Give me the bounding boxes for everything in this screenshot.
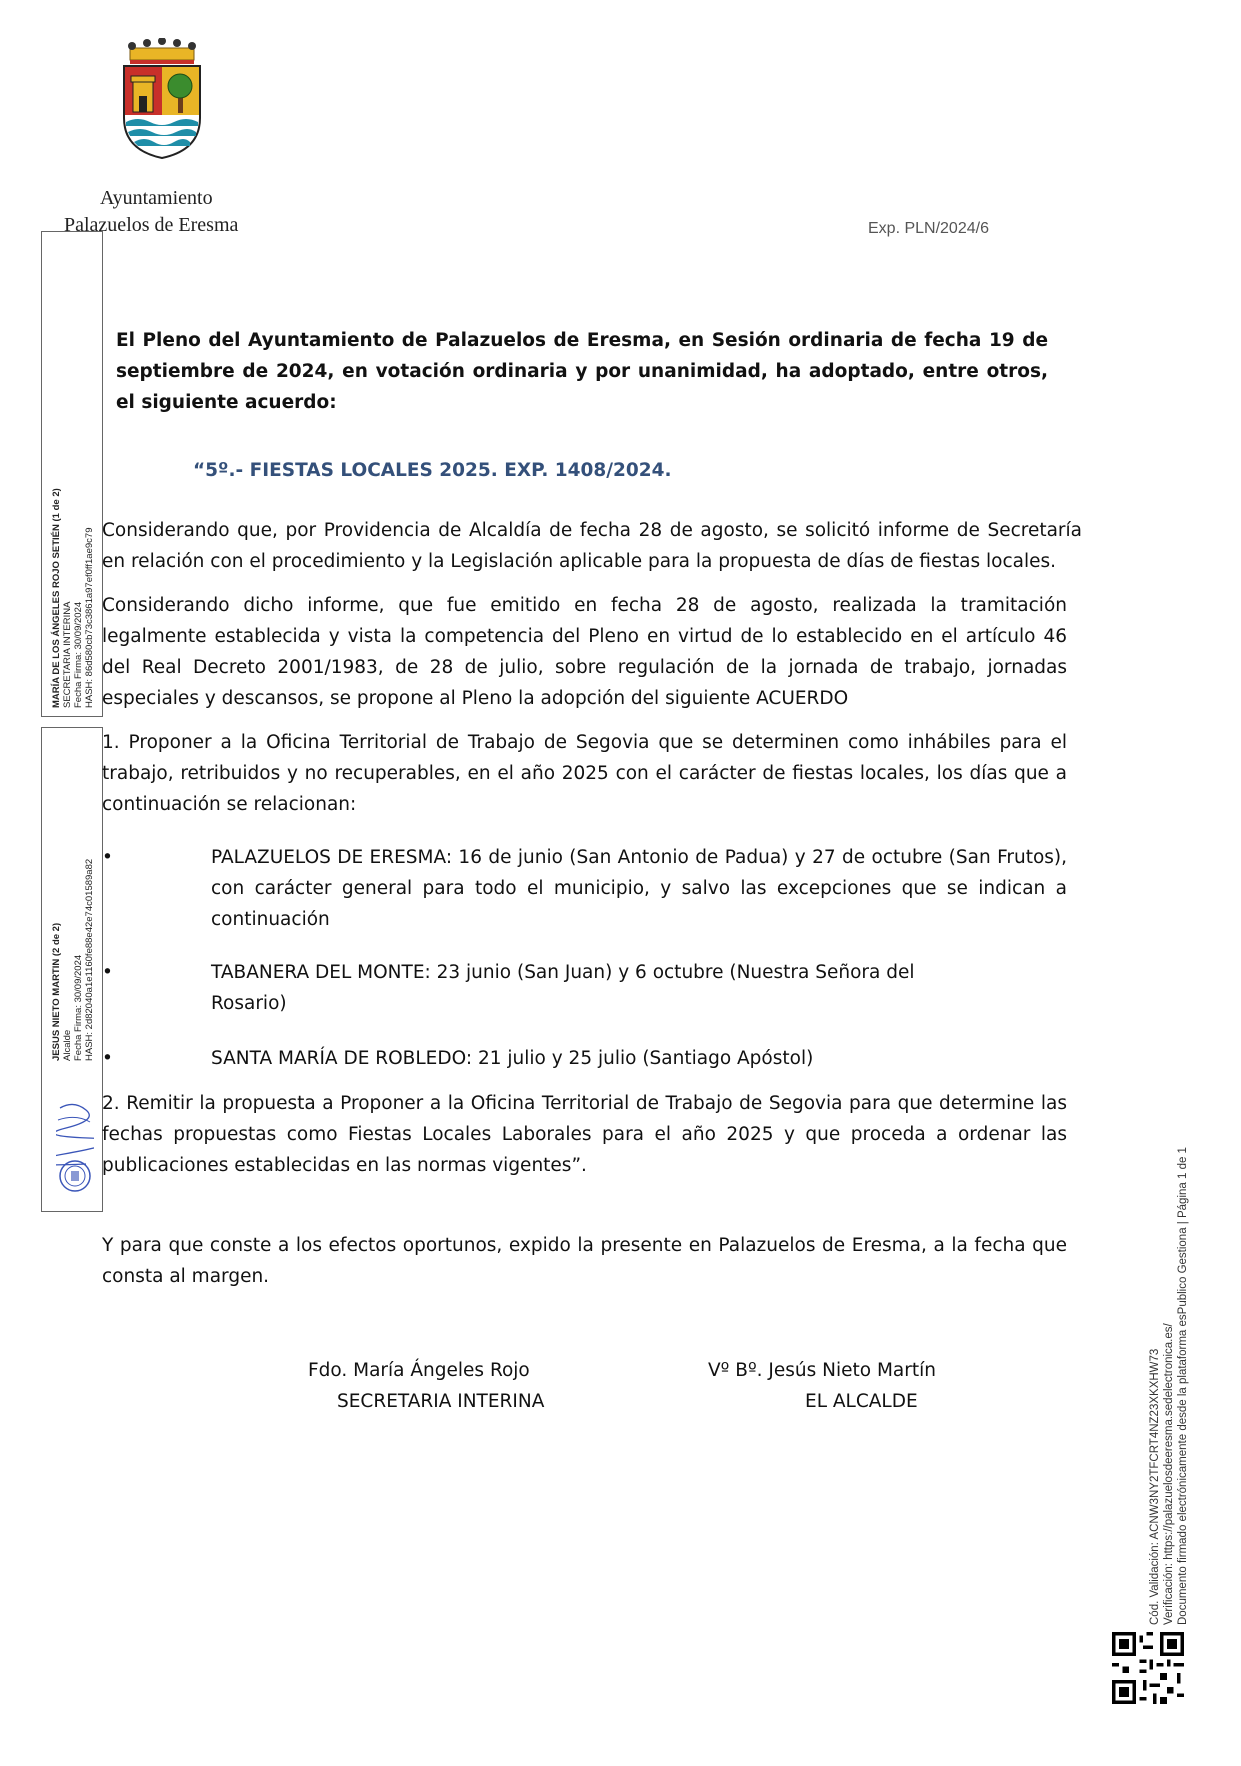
file-reference: Exp. PLN/2024/6	[868, 220, 989, 237]
closing-paragraph: Y para que conste a los efectos oportunos, expido la presente en Palazuelos de Eresma, a la fecha que consta al margen.	[102, 1235, 1067, 1287]
agreement-heading: “5º.- FIESTAS LOCALES 2025. EXP. 1408/2024.	[193, 460, 672, 481]
bullet-marker: •	[102, 962, 113, 983]
paragraph-4: 2. Remitir la propuesta a Proponer a la Oficina Territorial de Trabajo de Segovia para que determine las fechas propuestas como Fiestas Locales Laborales para el año 2025 y que proceda a ordenar las publicaciones establecidas en las normas vigentes”.	[102, 1093, 1067, 1176]
signature-box-secretary	[41, 231, 103, 717]
validation-code: Cód. Validación: ACNW3NY2TFCRT4NZ23XKXHW73	[1149, 1348, 1161, 1625]
platform-note: Documento firmado electrónicamente desde la plataforma esPublico Gestiona | Página 1 de 1	[1177, 1147, 1189, 1625]
paragraph-2: Considerando dicho informe, que fue emitido en fecha 28 de agosto, realizada la tramitación legalmente establecida y vista la competencia del Pleno en virtud de lo establecido en el artículo 46 del Real Decreto 2001/1983, de 28 de julio, sobre regulación de la jornada de trabajo, jornadas especiales y descansos, se propone al Pleno la adopción del siguiente ACUERDO	[102, 595, 1067, 709]
paragraph-1: Considerando que, por Providencia de Alcaldía de fecha 28 de agosto, se solicitó informe de Secretaría en relación con el procedimiento y la Legislación aplicable para la propuesta de días de fiestas locales.	[102, 520, 1082, 572]
signoff-right-name: Vº Bº. Jesús Nieto Martín	[708, 1360, 936, 1381]
signature-details-mayor	[51, 859, 95, 1061]
intro-paragraph: El Pleno del Ayuntamiento de Palazuelos de Eresma, en Sesión ordinaria de fecha 19 de septiembre de 2024, en votación ordinaria y por unanimidad, ha adoptado, entre otros, el siguiente acuerdo:	[116, 330, 1048, 413]
signoff-left-role: SECRETARIA INTERINA	[337, 1391, 545, 1412]
signature-hash: HASH: 86d580cb73c3861a97ef0ff1ae9c79	[84, 527, 95, 708]
signer-name: MARÍA DE LOS ÁNGELES ROJO SETIÉN (1 de 2)	[51, 488, 62, 708]
qr-code-icon	[1112, 1632, 1184, 1704]
signer-name: JESUS NIETO MARTIN (2 de 2)	[51, 922, 62, 1061]
signer-role: SECRETARIA INTERINA	[62, 601, 73, 708]
signature-date: Fecha Firma: 30/09/2024	[73, 954, 84, 1061]
signoff-right-role: EL ALCALDE	[805, 1391, 918, 1412]
organization-name-line1: Ayuntamiento	[100, 187, 213, 209]
verification-url: Verificación: https://palazuelosdeeresma.sedelectronica.es/	[1163, 1323, 1175, 1625]
paragraph-3: 1. Proponer a la Oficina Territorial de Trabajo de Segovia que se determinen como inhábiles para el trabajo, retribuidos y no recuperables, en el año 2025 con el carácter de fiestas locales, los días que a continuación se relacionan:	[102, 732, 1067, 815]
organization-name-line2: Palazuelos de Eresma	[64, 214, 239, 236]
bullet-marker: •	[102, 847, 113, 868]
coat-of-arms-logo	[118, 38, 206, 160]
signer-role: Alcalde	[62, 1029, 73, 1061]
signature-date: Fecha Firma: 30/09/2024	[73, 601, 84, 708]
verification-strip	[1148, 1147, 1190, 1625]
signoff-left-name: Fdo. María Ángeles Rojo	[308, 1360, 530, 1381]
seal-stamp-icon	[56, 1098, 94, 1194]
list-item: TABANERA DEL MONTE: 23 junio (San Juan) y 6 octubre (Nuestra Señora del Rosario)	[211, 962, 915, 1014]
list-item: SANTA MARÍA DE ROBLEDO: 21 julio y 25 julio (Santiago Apóstol)	[211, 1048, 814, 1069]
bullet-marker: •	[102, 1048, 113, 1069]
signature-hash: HASH: 2d82040a1e1160fe88e42e74c01589a82	[84, 858, 95, 1061]
signature-details-secretary	[51, 488, 95, 708]
list-item: PALAZUELOS DE ERESMA: 16 de junio (San Antonio de Padua) y 27 de octubre (San Frutos), con carácter general para todo el municipio, y salvo las excepciones que se indican a continuación	[211, 847, 1067, 930]
